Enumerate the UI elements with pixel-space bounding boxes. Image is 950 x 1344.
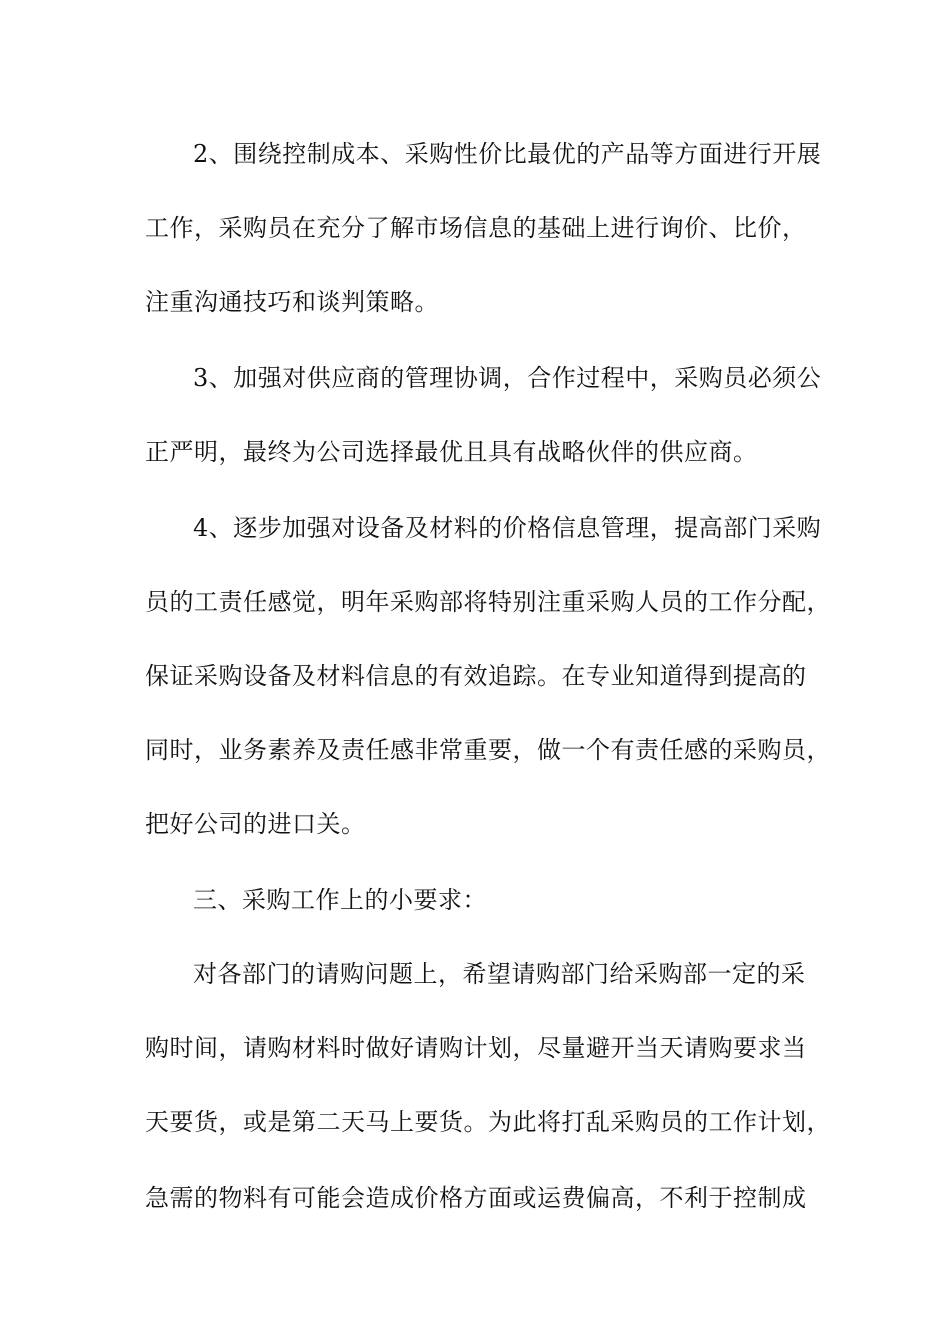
- paragraph-line: 员的工责任感觉，明年采购部将特别注重采购人员的工作分配，: [145, 588, 831, 616]
- paragraph-line: 对各部门的请购问题上，希望请购部门给采购部一定的采: [193, 960, 806, 988]
- paragraph-line: 3、加强对供应商的管理协调，合作过程中，采购员必须公: [193, 364, 822, 392]
- paragraph-line: 注重沟通技巧和谈判策略。: [145, 288, 439, 316]
- paragraph-line: 同时，业务素养及责任感非常重要，做一个有责任感的采购员，: [145, 736, 831, 764]
- paragraph-line: 保证采购设备及材料信息的有效追踪。在专业知道得到提高的: [145, 662, 807, 690]
- paragraph-line: 2、围绕控制成本、采购性价比最优的产品等方面进行开展: [193, 140, 822, 168]
- paragraph-line: 天要货，或是第二天马上要货。为此将打乱采购员的工作计划，: [145, 1108, 831, 1136]
- paragraph-line: 购时间，请购材料时做好请购计划，尽量避开当天请购要求当: [145, 1034, 807, 1062]
- paragraph-line: 正严明，最终为公司选择最优且具有战略伙伴的供应商。: [145, 438, 758, 466]
- paragraph-line: 工作，采购员在充分了解市场信息的基础上进行询价、比价，: [145, 214, 807, 242]
- paragraph-line: 4、逐步加强对设备及材料的价格信息管理，提高部门采购: [193, 514, 822, 542]
- paragraph-line: 急需的物料有可能会造成价格方面或运费偏高，不利于控制成: [145, 1184, 807, 1212]
- section-heading: 三、采购工作上的小要求：: [193, 886, 487, 914]
- paragraph-line: 把好公司的进口关。: [145, 810, 366, 838]
